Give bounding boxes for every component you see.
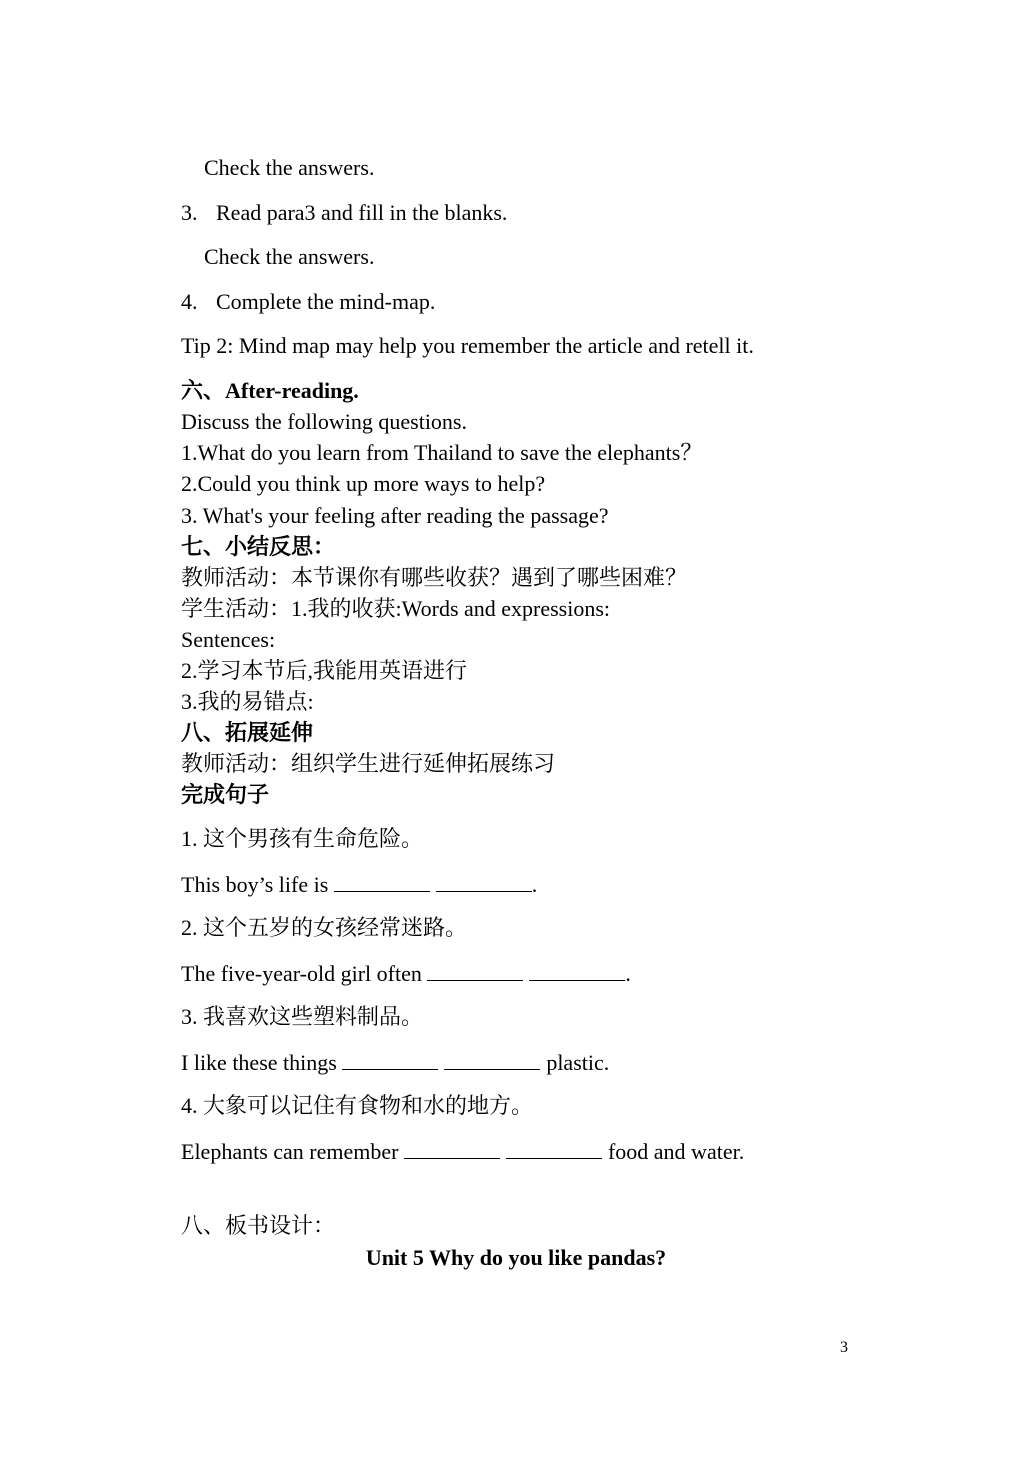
summary-item-3: 3.我的易错点: <box>181 689 314 714</box>
answer-blank[interactable] <box>529 962 625 981</box>
after-reading-heading-prefix: 六、 <box>181 378 226 403</box>
exercise-2-end: . <box>625 961 631 986</box>
exercise-1-end: . <box>531 872 538 897</box>
tip-2: Tip 2: Mind map may help you remember the article and retell it. <box>181 333 754 358</box>
summary-student-activity: 学生活动：1.我的收获:Words and expressions: <box>181 596 611 621</box>
exercise-4-end: food and water. <box>607 1139 745 1164</box>
complete-sentences-title: 完成句子 <box>181 782 270 807</box>
question-2: 2.Could you think up more ways to help? <box>181 471 546 496</box>
exercise-2-text: The five-year-old girl often <box>181 961 422 986</box>
step-4 <box>181 291 435 313</box>
page-number: 3 <box>840 1339 848 1356</box>
extension-heading: 八、拓展延伸 <box>181 720 314 745</box>
answer-blank[interactable] <box>334 873 430 892</box>
exercise-3-end: plastic. <box>546 1050 610 1075</box>
exercise-3-chinese: 3. 我喜欢这些塑料制品。 <box>181 1004 424 1029</box>
exercise-3-english <box>181 1051 609 1074</box>
exercise-3-text: I like these things <box>181 1050 337 1075</box>
answer-blank[interactable] <box>342 1051 438 1070</box>
step-3 <box>181 202 507 224</box>
step-4-text: Complete the mind-map. <box>216 289 436 314</box>
exercise-1-chinese: 1. 这个男孩有生命危险。 <box>181 826 424 851</box>
board-title: Unit 5 Why do you like pandas? <box>365 1245 667 1270</box>
summary-sentences: Sentences: <box>181 627 276 652</box>
exercise-2-chinese: 2. 这个五岁的女孩经常迷路。 <box>181 915 468 940</box>
answer-blank[interactable] <box>444 1051 540 1070</box>
check-answers-2: Check the answers. <box>204 244 375 269</box>
summary-heading: 七、小结反思： <box>181 534 336 559</box>
after-reading-heading-text: After-reading. <box>225 378 359 403</box>
question-1: 1.What do you learn from Thailand to save the elephants？ <box>181 440 703 465</box>
answer-blank[interactable] <box>404 1140 500 1159</box>
extension-teacher-activity: 教师活动：组织学生进行延伸拓展练习 <box>181 751 556 776</box>
step-4-number: 4. <box>181 289 198 314</box>
after-reading-heading <box>181 380 359 402</box>
exercise-4-text: Elephants can remember <box>181 1139 399 1164</box>
exercise-2-english <box>181 962 631 985</box>
board-design-heading: 八、板书设计： <box>181 1213 336 1238</box>
exercise-1-english <box>181 873 537 896</box>
discuss-intro: Discuss the following questions. <box>181 409 467 434</box>
exercise-4-chinese: 4. 大象可以记住有食物和水的地方。 <box>181 1093 534 1118</box>
exercise-1-text: This boy’s life is <box>181 872 329 897</box>
step-3-number: 3. <box>181 200 198 225</box>
check-answers-1: Check the answers. <box>204 155 375 180</box>
answer-blank[interactable] <box>436 873 532 892</box>
summary-teacher-activity: 教师活动：本节课你有哪些收获？遇到了哪些困难？ <box>181 565 688 590</box>
summary-item-2: 2.学习本节后,我能用英语进行 <box>181 658 468 683</box>
exercise-4-english <box>181 1140 744 1163</box>
answer-blank[interactable] <box>506 1140 602 1159</box>
step-3-text: Read para3 and fill in the blanks. <box>216 200 508 225</box>
answer-blank[interactable] <box>427 962 523 981</box>
question-3: 3. What's your feeling after reading the passage? <box>181 503 609 528</box>
